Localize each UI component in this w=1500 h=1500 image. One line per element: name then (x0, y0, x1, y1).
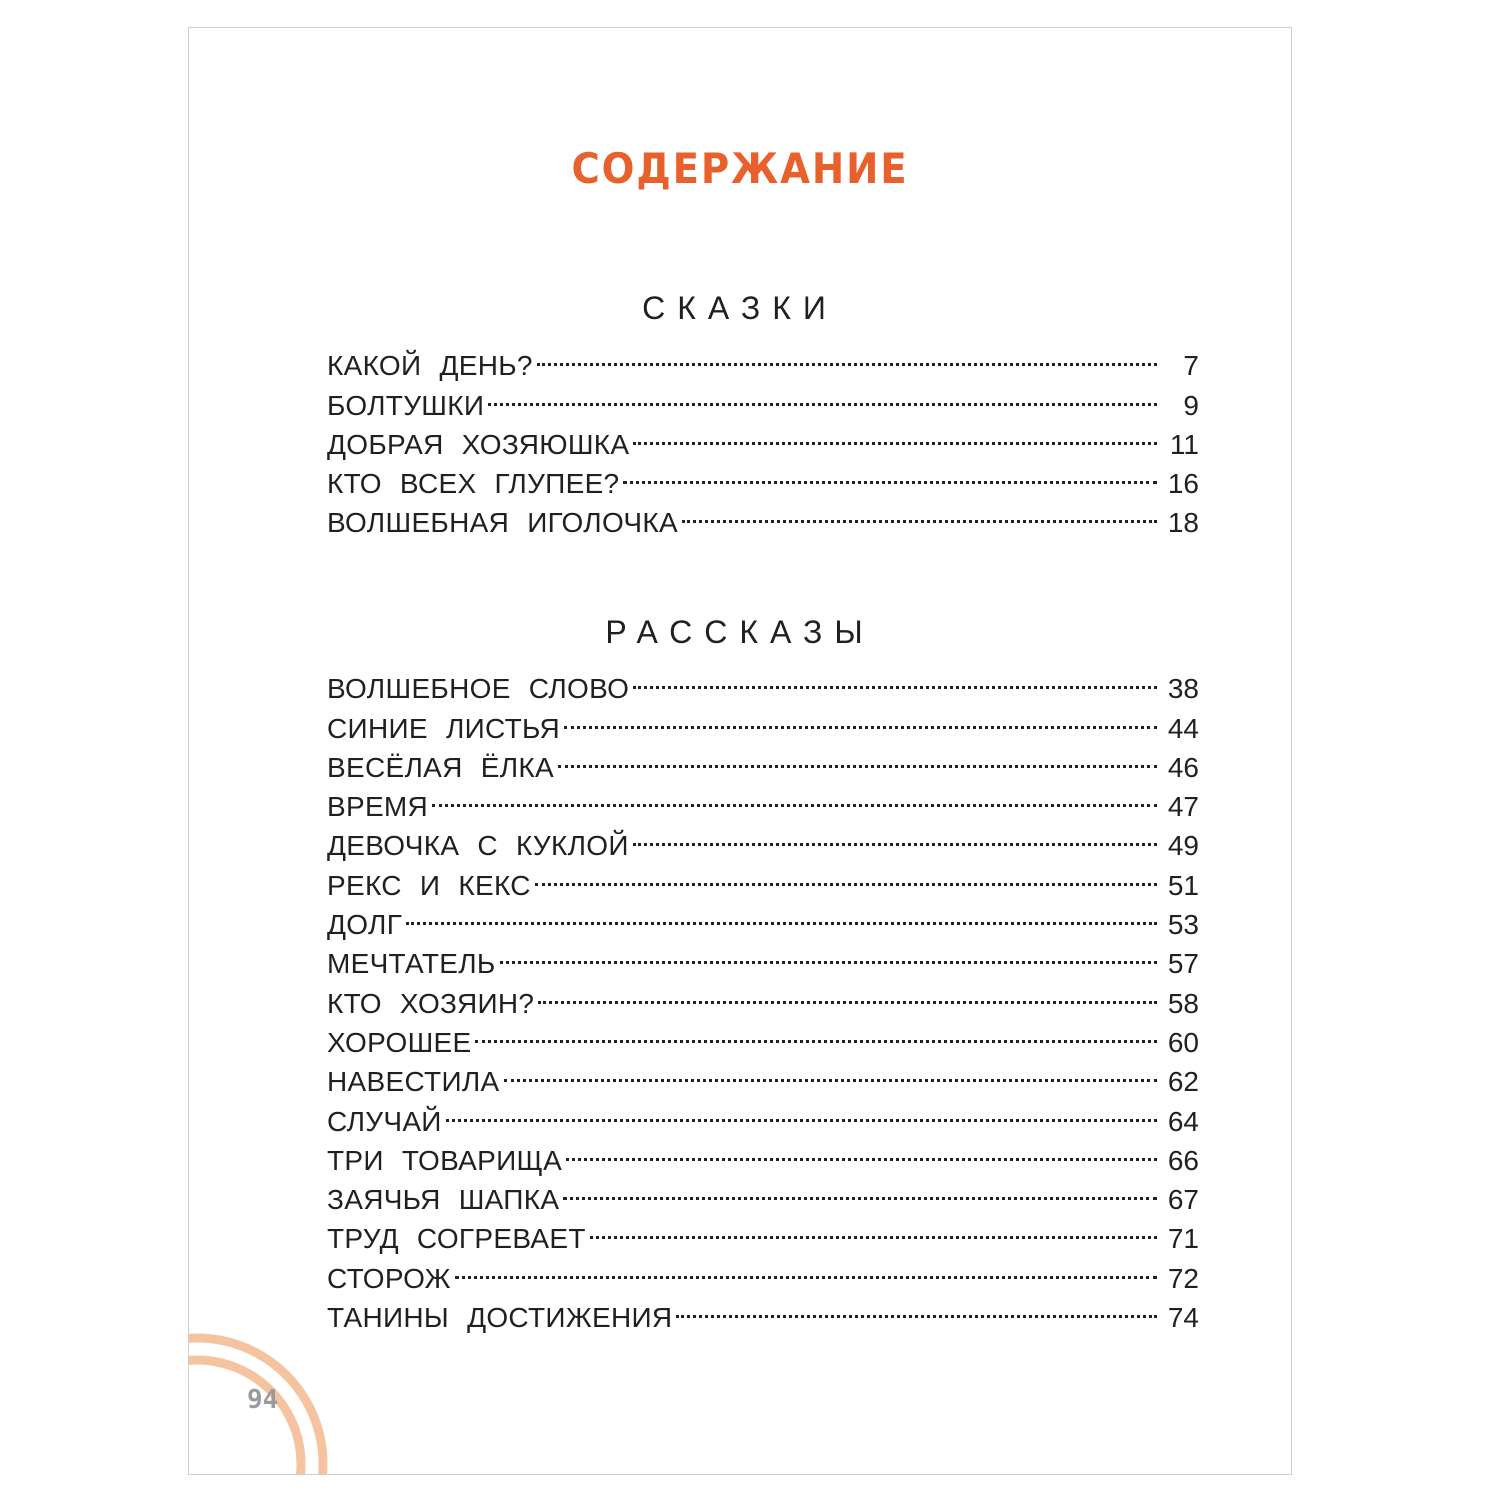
toc-entry-page: 60 (1167, 1026, 1199, 1058)
toc-entry-title: СЛУЧАЙ (327, 1105, 442, 1137)
dot-leader (504, 1052, 1157, 1091)
toc-entry-page: 64 (1167, 1105, 1199, 1137)
dot-leader (500, 934, 1157, 973)
toc-entry-title: КТО ХОЗЯИН? (327, 987, 535, 1019)
toc-entry-title: ХОРОШЕЕ (327, 1026, 472, 1058)
toc-entry (327, 659, 1199, 705)
toc-entry-page: 66 (1167, 1144, 1199, 1176)
dot-leader (633, 659, 1157, 698)
dot-leader (623, 454, 1157, 493)
toc-entry-title: КАКОЙ ДЕНЬ? (327, 350, 533, 382)
toc-entry-page: 53 (1167, 909, 1199, 941)
toc-entry-title: ДОБРАЯ ХОЗЯЮШКА (327, 428, 630, 460)
toc-entry-title: ТРИ ТОВАРИЩА (327, 1144, 563, 1176)
toc-entry (327, 1091, 1199, 1137)
toc-entry-title: ТРУД СОГРЕВАЕТ (327, 1223, 586, 1255)
toc-entry-page: 38 (1167, 673, 1199, 705)
toc-entry-title: ВЕСЁЛАЯ ЁЛКА (327, 751, 554, 783)
toc-entry-page: 62 (1167, 1066, 1199, 1098)
toc-entry-title: СТОРОЖ (327, 1262, 451, 1294)
toc-entry-page: 46 (1167, 751, 1199, 783)
dot-leader (564, 698, 1157, 737)
toc-entry (327, 895, 1199, 941)
dot-leader (633, 415, 1157, 454)
dot-leader (432, 777, 1157, 816)
toc-entry-page: 74 (1167, 1302, 1199, 1334)
toc-entry-page: 7 (1183, 350, 1199, 382)
toc-entry-page: 44 (1167, 712, 1199, 744)
dot-leader (488, 375, 1157, 414)
toc-entry-page: 9 (1183, 389, 1199, 421)
toc-entry-title: ВОЛШЕБНАЯ ИГОЛОЧКА (327, 507, 678, 539)
dot-leader (406, 895, 1157, 934)
toc-entry-page: 67 (1167, 1184, 1199, 1216)
toc-entry-title: РЕКС И КЕКС (327, 869, 531, 901)
toc-entry-page: 49 (1167, 830, 1199, 862)
toc-entry-title: КТО ВСЕХ ГЛУПЕЕ? (327, 468, 620, 500)
toc-entry-page: 57 (1167, 948, 1199, 980)
toc-entry-page: 51 (1167, 869, 1199, 901)
toc-entry (327, 934, 1199, 980)
dot-leader (475, 1013, 1157, 1052)
toc-entry-page: 11 (1169, 428, 1199, 460)
toc-entry-title: ВРЕМЯ (327, 791, 429, 823)
toc-entry-page: 71 (1167, 1223, 1199, 1255)
dot-leader (558, 738, 1157, 777)
toc-entry-page: 16 (1167, 468, 1199, 500)
dot-leader (676, 1288, 1157, 1327)
toc-entry-page: 47 (1167, 791, 1199, 823)
dot-leader (455, 1248, 1157, 1287)
dot-leader (538, 973, 1157, 1012)
dot-leader (566, 1131, 1157, 1170)
toc-entry-title: БОЛТУШКИ (327, 389, 485, 421)
dot-leader (590, 1209, 1157, 1248)
toc-list-stories (327, 659, 1199, 1334)
toc-entry-page: 58 (1167, 987, 1199, 1019)
toc-entry-page: 72 (1167, 1262, 1199, 1294)
toc-entry-title: МЕЧТАТЕЛЬ (327, 948, 496, 980)
toc-entry-title: СИНИЕ ЛИСТЬЯ (327, 712, 560, 744)
page-number: 94 (247, 1385, 279, 1415)
dot-leader (446, 1091, 1157, 1130)
toc-entry (327, 1248, 1199, 1294)
contents-heading: СОДЕРЖАНИЕ (571, 144, 909, 193)
toc-entry (327, 1288, 1199, 1334)
section-heading-stories: РАССКАЗЫ (605, 614, 875, 650)
toc-list-tales (327, 336, 1199, 539)
dot-leader (563, 1170, 1157, 1209)
toc-entry-title: НАВЕСТИЛА (327, 1066, 500, 1098)
section-heading-tales: СКАЗКИ (642, 290, 838, 326)
toc-entry-title: ДОЛГ (327, 909, 403, 941)
toc-entry-page: 18 (1167, 507, 1199, 539)
toc-entry (327, 816, 1199, 862)
toc-entry (327, 777, 1199, 823)
toc-entry-title: ДЕВОЧКА С КУКЛОЙ (327, 830, 629, 862)
dot-leader (537, 336, 1157, 375)
dot-leader (682, 493, 1157, 532)
toc-entry-title: ВОЛШЕБНОЕ СЛОВО (327, 673, 630, 705)
toc-entry (327, 1131, 1199, 1176)
dot-leader (535, 855, 1157, 894)
toc-entry (327, 336, 1199, 382)
book-page (188, 27, 1292, 1475)
toc-entry-title: ЗАЯЧЬЯ ШАПКА (327, 1184, 560, 1216)
dot-leader (633, 816, 1157, 855)
toc-entry-title: ТАНИНЫ ДОСТИЖЕНИЯ (327, 1302, 673, 1334)
